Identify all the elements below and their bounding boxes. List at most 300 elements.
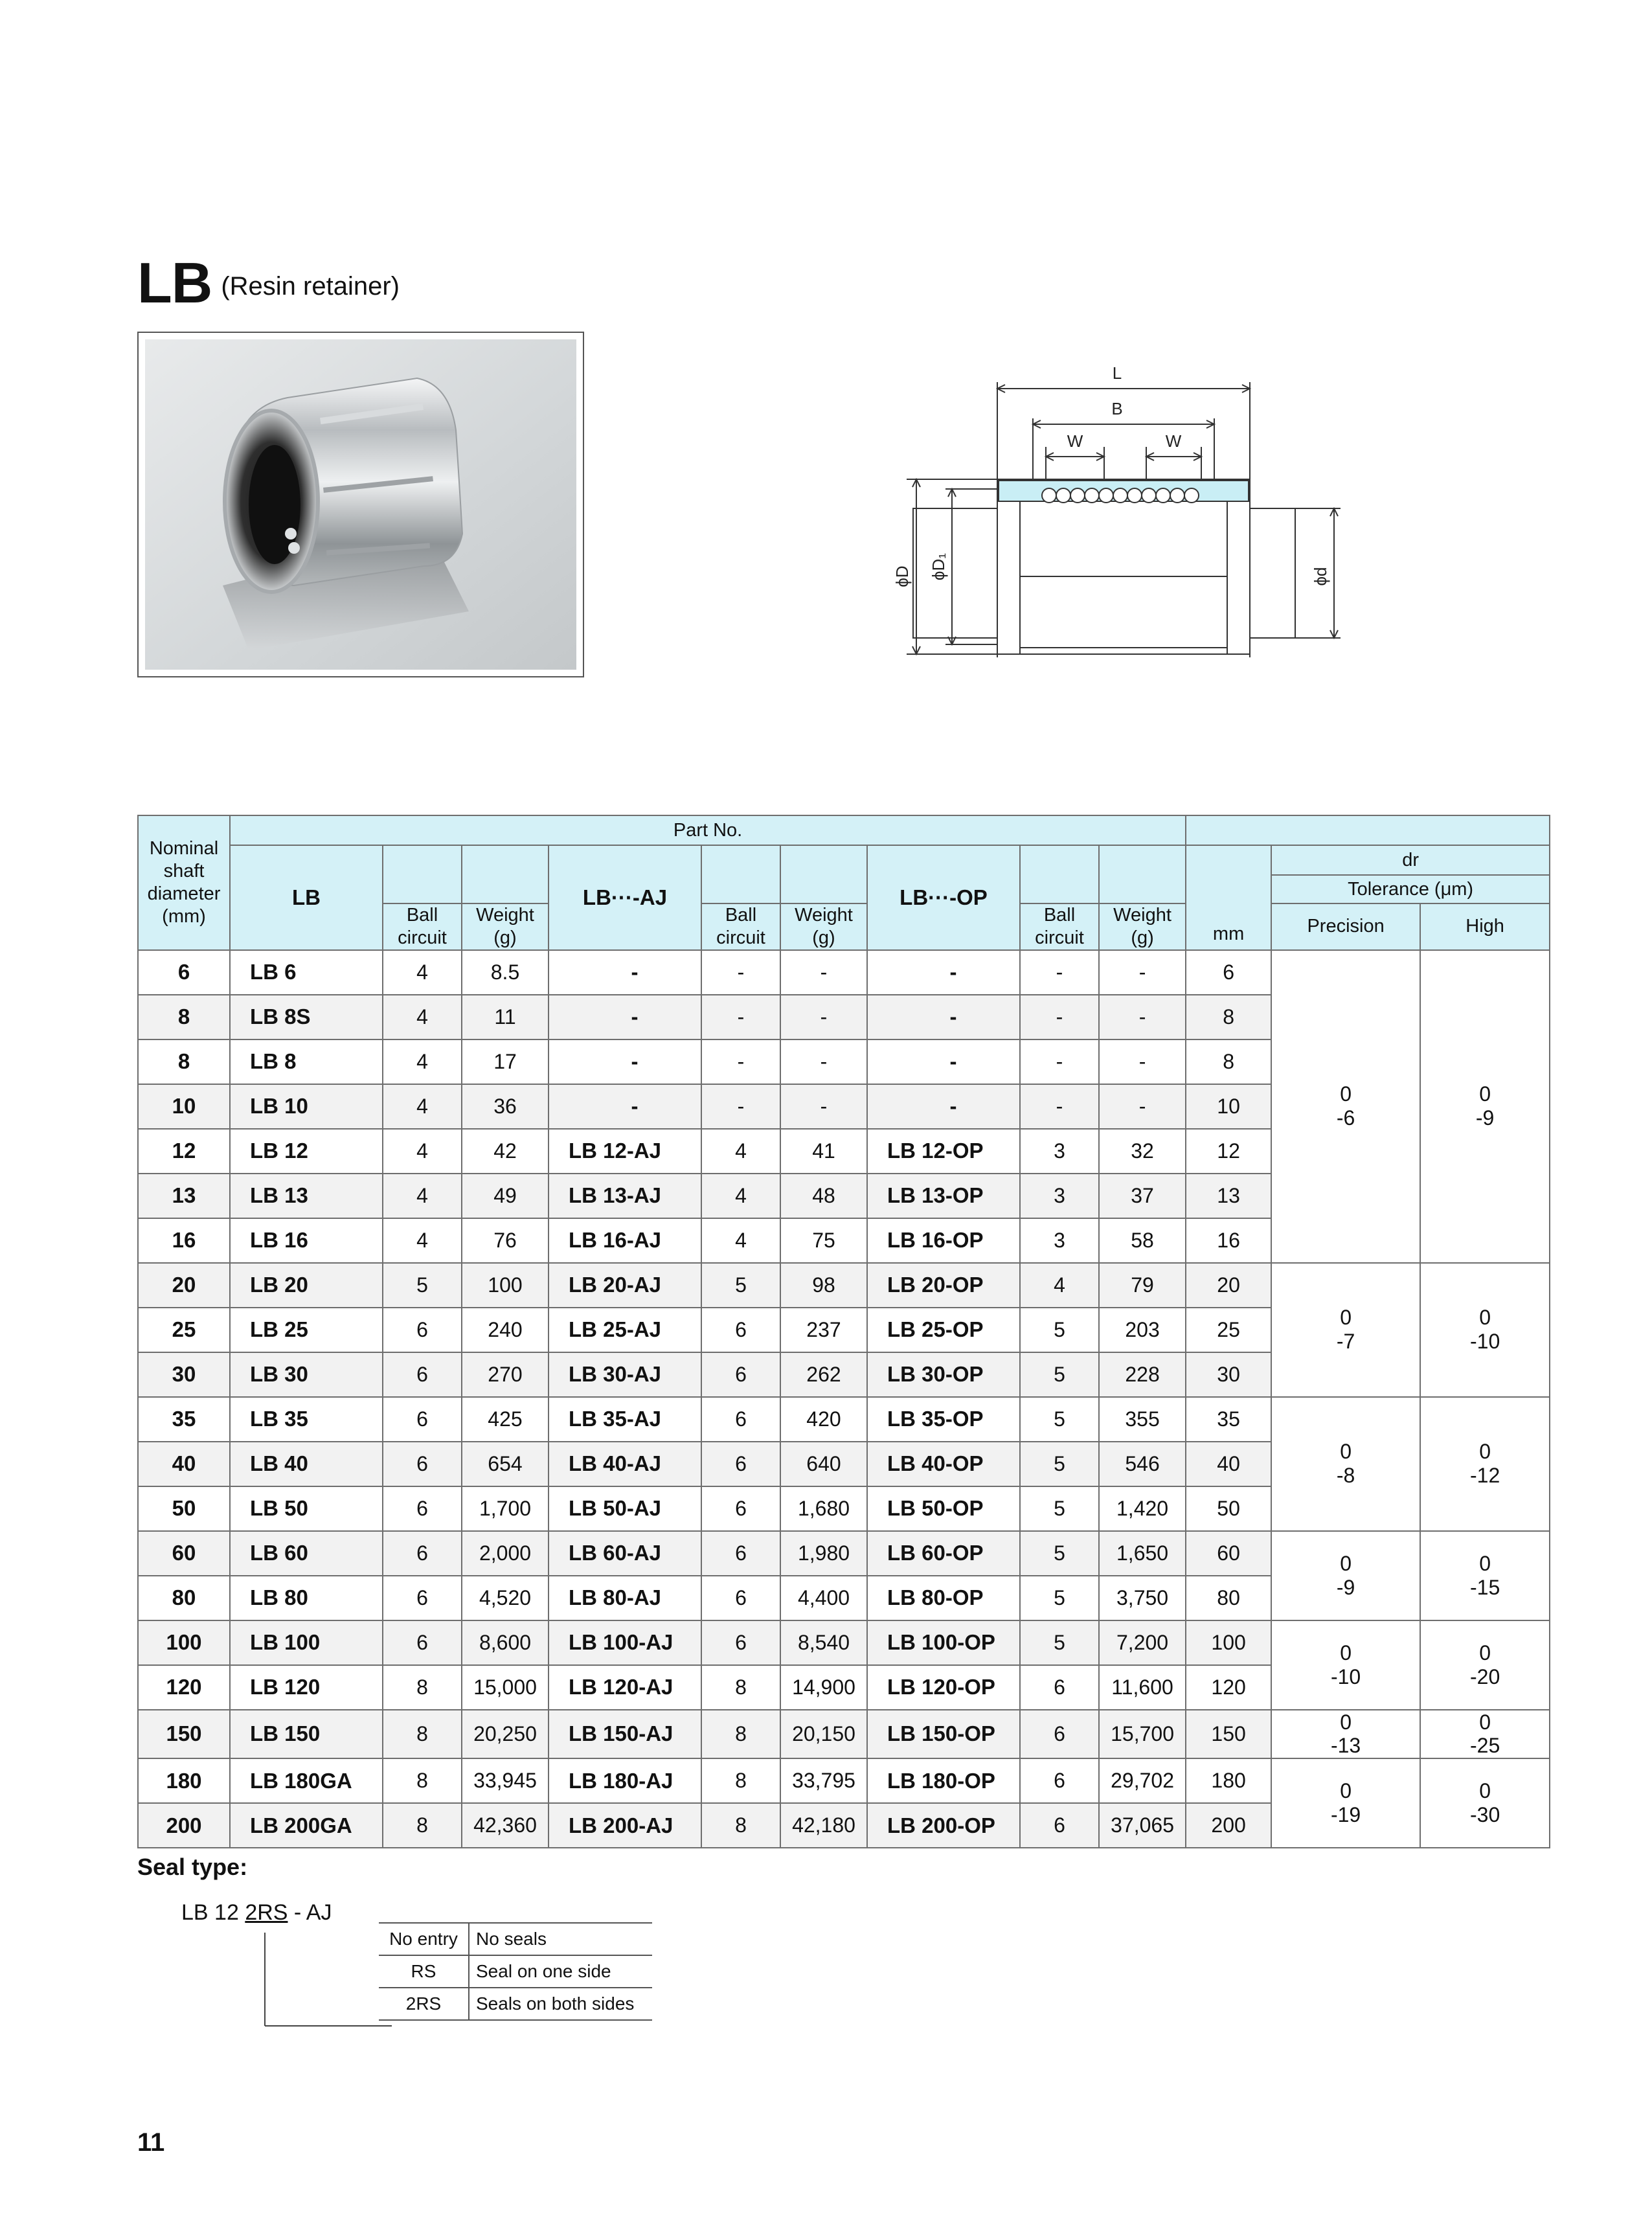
tolerance-high-lower: -12 [1469,1464,1500,1488]
cell-dr: 25 [1186,1308,1271,1352]
cell-aj: LB 30-AJ [549,1352,701,1397]
cell-lb-weight: 42,360 [462,1803,549,1848]
cell-op: LB 16-OP [867,1218,1020,1263]
cell-op-weight: 355 [1099,1397,1186,1442]
specification-rows [138,950,1550,1848]
cell-op-weight: 11,600 [1099,1665,1186,1710]
cell-lb: LB 120 [230,1665,383,1710]
cell-lb-weight: 425 [462,1397,549,1442]
cell-op-weight: 1,420 [1099,1486,1186,1531]
cell-op: LB 30-OP [867,1352,1020,1397]
cell-lb: LB 60 [230,1531,383,1576]
dim-W1-label: W [1067,431,1083,451]
cell-nominal: 120 [138,1665,230,1710]
cell-aj-weight: 20,150 [780,1710,867,1759]
tolerance-precision [1271,1397,1420,1531]
cell-aj-weight: 98 [780,1263,867,1308]
cell-op-ball: 5 [1020,1620,1099,1665]
seal-code-example [181,1900,332,1925]
cell-lb-ball: 8 [383,1803,462,1848]
cell-aj-ball: 6 [701,1308,780,1352]
cell-op-weight: 37 [1099,1174,1186,1218]
tolerance-precision-lower: -13 [1330,1734,1361,1758]
cell-aj-ball: 6 [701,1576,780,1620]
cell-lb-ball: 8 [383,1758,462,1803]
tolerance-precision-lower: -7 [1336,1330,1355,1354]
tolerance-high-upper: 0 [1479,1641,1491,1664]
cell-aj-weight: 237 [780,1308,867,1352]
seal-option-value: Seals on both sides [469,1988,652,2020]
seal-options-table [379,1922,652,2021]
cell-lb-weight: 240 [462,1308,549,1352]
tolerance-high-lower: -15 [1469,1575,1500,1599]
cell-aj: - [549,1039,701,1084]
tolerance-high-upper: 0 [1479,1551,1491,1575]
cell-op: LB 25-OP [867,1308,1020,1352]
cell-nominal: 25 [138,1308,230,1352]
cell-aj: LB 25-AJ [549,1308,701,1352]
cell-op-weight: 228 [1099,1352,1186,1397]
cell-nominal: 20 [138,1263,230,1308]
cell-aj: LB 100-AJ [549,1620,701,1665]
cell-aj: LB 35-AJ [549,1397,701,1442]
cell-lb: LB 150 [230,1710,383,1759]
cell-nominal: 6 [138,950,230,995]
cell-dr: 150 [1186,1710,1271,1759]
nominal-diameter-header: Nominal shaft diameter (mm) [138,815,230,950]
cell-lb-ball: 5 [383,1263,462,1308]
cell-lb-weight: 20,250 [462,1710,549,1759]
tolerance-precision-upper: 0 [1340,1440,1352,1464]
tolerance-high-lower: -30 [1469,1803,1500,1827]
seal-option-value: Seal on one side [469,1955,652,1988]
cell-lb-weight: 49 [462,1174,549,1218]
cell-op-ball: 5 [1020,1576,1099,1620]
specification-table [137,815,1550,1848]
tolerance-precision-upper: 0 [1340,1306,1352,1330]
bearing-photo-image [145,339,576,670]
tolerance-high-upper: 0 [1479,1779,1491,1803]
cell-aj: LB 16-AJ [549,1218,701,1263]
cell-op: - [867,1084,1020,1129]
cell-dr: 40 [1186,1442,1271,1486]
part-no-header: Part No. [230,815,1186,845]
cell-lb-ball: 6 [383,1576,462,1620]
cell-dr: 13 [1186,1174,1271,1218]
page-title [137,250,400,316]
aj-spacer-2 [780,845,867,903]
cell-op-ball: 5 [1020,1352,1099,1397]
dim-d-label: ϕd [1311,567,1330,586]
cell-op: LB 60-OP [867,1531,1020,1576]
cell-aj: - [549,1084,701,1129]
cell-aj: LB 13-AJ [549,1174,701,1218]
cell-op-weight: 58 [1099,1218,1186,1263]
cell-op-ball: 3 [1020,1129,1099,1174]
cell-op-ball: - [1020,950,1099,995]
tolerance-high-lower: -25 [1469,1734,1500,1758]
cell-dr: 200 [1186,1803,1271,1848]
cell-aj: LB 12-AJ [549,1129,701,1174]
aj-ball-header: Ball circuit [701,903,780,950]
cell-op-ball: - [1020,1039,1099,1084]
cell-lb: LB 30 [230,1352,383,1397]
cell-op-weight: 32 [1099,1129,1186,1174]
cell-aj: - [549,950,701,995]
cell-aj: LB 150-AJ [549,1710,701,1759]
dim-W2-label: W [1165,431,1182,451]
cell-dr: 60 [1186,1531,1271,1576]
tolerance-precision-lower: -9 [1336,1575,1355,1599]
tolerance-high-lower: -20 [1469,1664,1500,1688]
cell-lb: LB 40 [230,1442,383,1486]
cell-lb-ball: 4 [383,1218,462,1263]
cell-dr: 16 [1186,1218,1271,1263]
cell-lb: LB 80 [230,1576,383,1620]
cell-aj-weight: 420 [780,1397,867,1442]
cell-aj: LB 120-AJ [549,1665,701,1710]
cell-aj-weight: 8,540 [780,1620,867,1665]
cell-op-weight: 15,700 [1099,1710,1186,1759]
cell-dr: 6 [1186,950,1271,995]
cell-nominal: 150 [138,1710,230,1759]
cell-aj: LB 50-AJ [549,1486,701,1531]
cell-dr: 8 [1186,995,1271,1039]
cell-aj-weight: 1,680 [780,1486,867,1531]
cell-nominal: 16 [138,1218,230,1263]
cell-nominal: 80 [138,1576,230,1620]
seal-code-highlight: 2RS [245,1900,288,1925]
cell-lb: LB 100 [230,1620,383,1665]
cell-nominal: 100 [138,1620,230,1665]
table-row [138,1263,1550,1308]
tolerance-precision-upper: 0 [1340,1641,1352,1664]
tolerance-high-upper: 0 [1479,1306,1491,1330]
cell-lb-ball: 6 [383,1352,462,1397]
cell-lb-weight: 42 [462,1129,549,1174]
title-main: LB [137,251,212,315]
cell-lb: LB 13 [230,1174,383,1218]
lb-header: LB [230,845,383,950]
cell-op-ball: 6 [1020,1665,1099,1710]
op-ball-header: Ball circuit [1020,903,1099,950]
cell-aj-ball: 6 [701,1531,780,1576]
cell-lb-ball: 6 [383,1531,462,1576]
cell-op-ball: 5 [1020,1442,1099,1486]
cell-op: LB 150-OP [867,1710,1020,1759]
mm-header: mm [1212,923,1245,944]
lb-spacer [383,845,462,903]
dim-D1-label: ϕD₁ [929,552,948,581]
cell-lb-ball: 6 [383,1486,462,1531]
seal-option-key: RS [379,1955,469,1988]
op-spacer-2 [1099,845,1186,903]
cell-op-weight: - [1099,950,1186,995]
lb-ball-header: Ball circuit [383,903,462,950]
cell-lb-weight: 270 [462,1352,549,1397]
cell-aj-weight: 1,980 [780,1531,867,1576]
cell-lb-weight: 2,000 [462,1531,549,1576]
cell-aj-ball: 8 [701,1665,780,1710]
cell-op: LB 40-OP [867,1442,1020,1486]
product-photo [137,332,584,677]
cell-aj-ball: - [701,1039,780,1084]
seal-option-row [379,1955,652,1988]
cell-dr: 80 [1186,1576,1271,1620]
cell-aj-weight: 41 [780,1129,867,1174]
cell-nominal: 10 [138,1084,230,1129]
cell-op: - [867,950,1020,995]
cell-op: LB 20-OP [867,1263,1020,1308]
cell-op-weight: 1,650 [1099,1531,1186,1576]
cell-dr: 120 [1186,1665,1271,1710]
cell-op: LB 100-OP [867,1620,1020,1665]
cell-lb-ball: 8 [383,1710,462,1759]
cell-op-weight: - [1099,1039,1186,1084]
cell-lb: LB 16 [230,1218,383,1263]
cell-op: - [867,995,1020,1039]
cell-nominal: 35 [138,1397,230,1442]
cell-aj-weight: 42,180 [780,1803,867,1848]
cell-aj-weight: 4,400 [780,1576,867,1620]
seal-code-prefix: LB 12 [181,1900,245,1925]
table-row [138,1531,1550,1576]
tolerance-high [1420,1263,1550,1397]
cell-aj-weight: - [780,1084,867,1129]
cell-op-weight: 546 [1099,1442,1186,1486]
cell-aj-ball: 4 [701,1218,780,1263]
cell-lb-weight: 33,945 [462,1758,549,1803]
cell-lb-ball: 4 [383,1174,462,1218]
cell-nominal: 13 [138,1174,230,1218]
cell-lb-weight: 8,600 [462,1620,549,1665]
cell-dr: 180 [1186,1758,1271,1803]
cell-lb: LB 8S [230,995,383,1039]
cell-lb: LB 200GA [230,1803,383,1848]
cell-aj-ball: - [701,995,780,1039]
cell-lb-ball: 4 [383,1129,462,1174]
cell-lb-ball: 6 [383,1620,462,1665]
cell-aj-ball: 6 [701,1352,780,1397]
tolerance-precision-upper: 0 [1340,1551,1352,1575]
cell-aj-ball: 6 [701,1620,780,1665]
cell-aj-weight: 75 [780,1218,867,1263]
dr-spacer-header [1186,815,1550,845]
tolerance-precision-lower: -19 [1330,1803,1361,1827]
tolerance-high [1420,1620,1550,1710]
cell-aj: LB 20-AJ [549,1263,701,1308]
tolerance-precision-lower: -6 [1336,1106,1355,1130]
cell-aj-weight: 640 [780,1442,867,1486]
tolerance-precision-upper: 0 [1340,1082,1352,1106]
cell-dr: 10 [1186,1084,1271,1129]
cell-op-weight: 29,702 [1099,1758,1186,1803]
table-row [138,1758,1550,1803]
cell-aj-weight: 14,900 [780,1665,867,1710]
cell-op: LB 13-OP [867,1174,1020,1218]
cell-op-ball: 5 [1020,1308,1099,1352]
cell-dr: 50 [1186,1486,1271,1531]
lb-weight-header: Weight (g) [462,903,549,950]
tolerance-high [1420,1758,1550,1848]
table-row [138,1397,1550,1442]
cell-op-weight: 7,200 [1099,1620,1186,1665]
tolerance-high [1420,950,1550,1263]
table-row [138,1620,1550,1665]
seal-type-title: Seal type: [137,1854,248,1880]
tolerance-high [1420,1531,1550,1620]
cell-aj-weight: - [780,995,867,1039]
tolerance-precision-upper: 0 [1340,1779,1352,1803]
seal-option-key: 2RS [379,1988,469,2020]
cell-op-ball: 5 [1020,1397,1099,1442]
cell-nominal: 200 [138,1803,230,1848]
cell-lb: LB 12 [230,1129,383,1174]
op-weight-header: Weight (g) [1099,903,1186,950]
tolerance-high-upper: 0 [1479,1440,1491,1464]
cell-op-ball: 4 [1020,1263,1099,1308]
cell-op-ball: 6 [1020,1710,1099,1759]
dim-D-label: ϕD [892,565,912,587]
cell-lb-ball: 6 [383,1397,462,1442]
cell-lb: LB 25 [230,1308,383,1352]
cell-aj-ball: 6 [701,1397,780,1442]
seal-connector-lines [262,1933,392,2030]
tolerance-precision [1271,1620,1420,1710]
cell-op-weight: 3,750 [1099,1576,1186,1620]
cell-aj-weight: - [780,950,867,995]
cell-op-ball: 6 [1020,1758,1099,1803]
cell-lb-weight: 11 [462,995,549,1039]
cell-aj: LB 60-AJ [549,1531,701,1576]
table-row [138,950,1550,995]
cell-nominal: 8 [138,995,230,1039]
tolerance-precision-lower: -8 [1336,1464,1355,1488]
dim-B-label: B [1111,399,1123,418]
cell-lb-weight: 654 [462,1442,549,1486]
tolerance-high-upper: 0 [1479,1082,1491,1106]
cell-nominal: 8 [138,1039,230,1084]
cell-lb-ball: 4 [383,1039,462,1084]
cell-aj-weight: 262 [780,1352,867,1397]
seal-code-suffix: - AJ [288,1900,332,1925]
cell-op-ball: - [1020,995,1099,1039]
op-spacer [1020,845,1099,903]
cell-aj-ball: 8 [701,1803,780,1848]
cell-op-weight: 79 [1099,1263,1186,1308]
cell-op-weight: 203 [1099,1308,1186,1352]
cell-lb: LB 8 [230,1039,383,1084]
cell-lb-weight: 8.5 [462,950,549,995]
dr-header: dr [1271,845,1550,875]
tolerance-high [1420,1710,1550,1759]
cell-nominal: 12 [138,1129,230,1174]
cell-op-ball: 6 [1020,1803,1099,1848]
cell-lb-weight: 15,000 [462,1665,549,1710]
cell-aj-weight: 33,795 [780,1758,867,1803]
cell-dr: 8 [1186,1039,1271,1084]
tolerance-precision [1271,1710,1420,1759]
op-header: LB···-OP [867,845,1020,950]
tolerance-precision [1271,1263,1420,1397]
cell-op-ball: - [1020,1084,1099,1129]
cell-op: LB 35-OP [867,1397,1020,1442]
seal-option-row [379,1923,652,1955]
page-number: 11 [137,2128,165,2157]
cell-aj-ball: 8 [701,1710,780,1759]
tolerance-header: Tolerance (μm) [1271,875,1550,903]
tolerance-high [1420,1397,1550,1531]
aj-spacer [701,845,780,903]
cell-lb-ball: 4 [383,1084,462,1129]
cell-lb: LB 50 [230,1486,383,1531]
tolerance-high-lower: -10 [1469,1330,1500,1354]
high-header: High [1420,903,1550,950]
cell-lb-weight: 100 [462,1263,549,1308]
cell-aj: LB 40-AJ [549,1442,701,1486]
cell-nominal: 30 [138,1352,230,1397]
cell-op: LB 12-OP [867,1129,1020,1174]
cell-op: LB 80-OP [867,1576,1020,1620]
seal-options [379,1923,652,2020]
cell-nominal: 180 [138,1758,230,1803]
tolerance-precision [1271,1531,1420,1620]
cell-aj-ball: 5 [701,1263,780,1308]
aj-header: LB···-AJ [549,845,701,950]
cell-lb: LB 20 [230,1263,383,1308]
cell-op: LB 200-OP [867,1803,1020,1848]
cell-op-weight: - [1099,1084,1186,1129]
cell-lb: LB 35 [230,1397,383,1442]
cell-op-weight: - [1099,995,1186,1039]
cell-op: LB 120-OP [867,1665,1020,1710]
cell-dr: 100 [1186,1620,1271,1665]
tolerance-high-lower: -9 [1475,1106,1495,1130]
bearing-dimension-drawing [855,363,1347,677]
cell-lb: LB 6 [230,950,383,995]
tolerance-high-upper: 0 [1479,1710,1491,1734]
cell-op: LB 50-OP [867,1486,1020,1531]
cell-op-ball: 3 [1020,1174,1099,1218]
seal-option-row [379,1988,652,2020]
cell-lb-ball: 8 [383,1665,462,1710]
cell-op-ball: 3 [1020,1218,1099,1263]
lb-spacer-2 [462,845,549,903]
cell-lb-weight: 17 [462,1039,549,1084]
cell-aj: LB 180-AJ [549,1758,701,1803]
dim-L-label: L [1112,363,1122,383]
cell-lb-ball: 6 [383,1308,462,1352]
tolerance-precision-lower: -10 [1330,1664,1361,1688]
cell-aj-weight: - [780,1039,867,1084]
cell-dr: 12 [1186,1129,1271,1174]
cell-lb-ball: 4 [383,995,462,1039]
cell-lb-ball: 6 [383,1442,462,1486]
seal-option-value: No seals [469,1923,652,1955]
cell-aj-ball: 4 [701,1174,780,1218]
tolerance-precision [1271,950,1420,1263]
cell-nominal: 50 [138,1486,230,1531]
cell-dr: 20 [1186,1263,1271,1308]
cell-op-weight: 37,065 [1099,1803,1186,1848]
cell-aj: - [549,995,701,1039]
cell-nominal: 40 [138,1442,230,1486]
cell-aj-weight: 48 [780,1174,867,1218]
cell-aj: LB 80-AJ [549,1576,701,1620]
aj-weight-header: Weight (g) [780,903,867,950]
cell-lb-weight: 1,700 [462,1486,549,1531]
table-row [138,1710,1550,1759]
